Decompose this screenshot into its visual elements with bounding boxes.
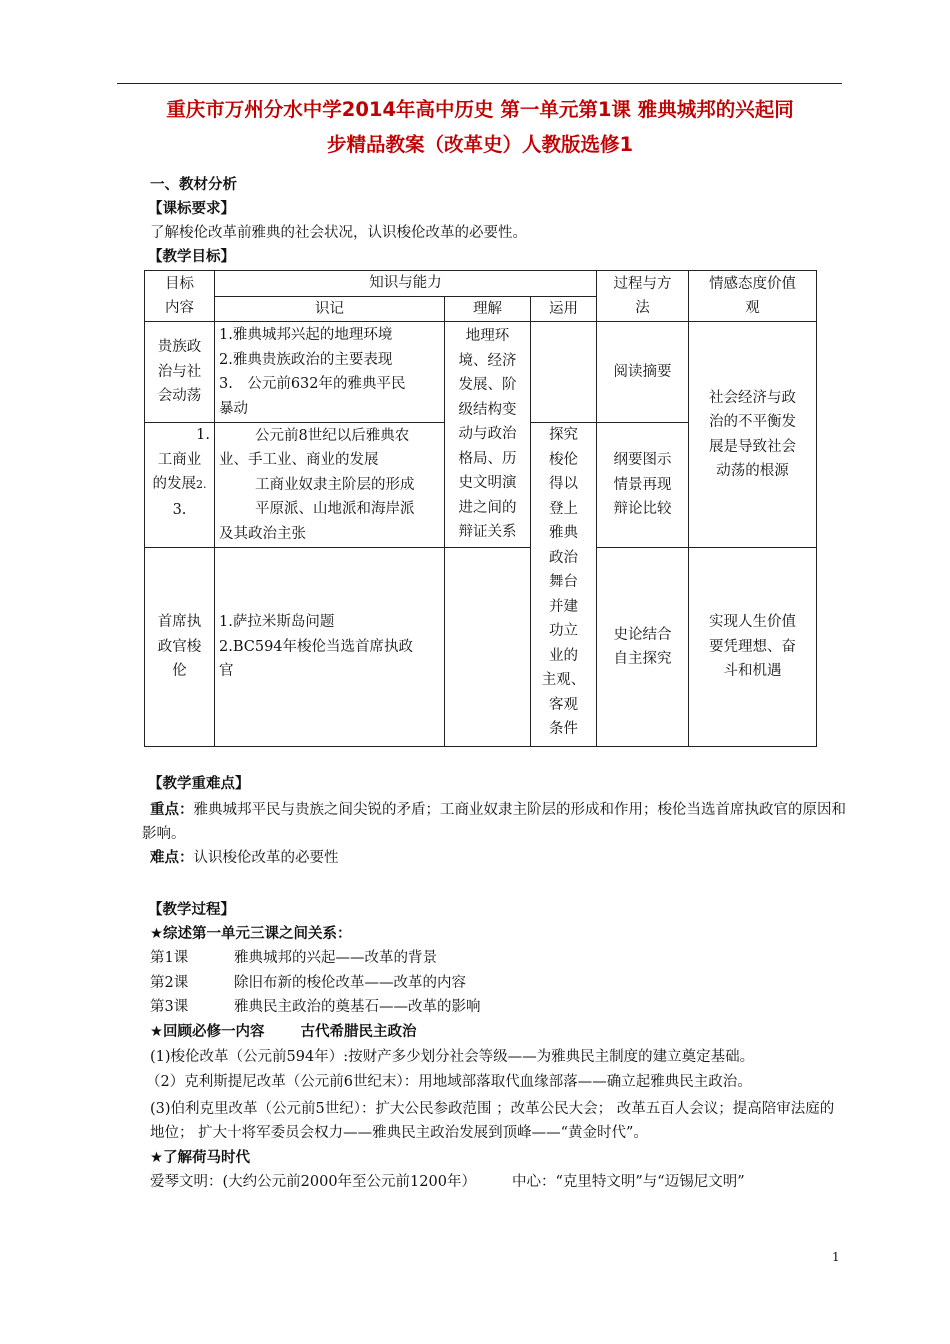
header-target: 目标 内容 [145,271,215,322]
review-item-1: (1)梭伦改革（公元前594年）:按财产多少划分社会等级——为雅典民主制度的建立奠定基础。 [150,1049,755,1065]
table-row [145,322,817,423]
goals-heading: 【教学目标】 [148,249,235,265]
key-points-text: 雅典城邦平民与贵族之间尖锐的矛盾；工商业奴隶主阶层的形成和作用；梭伦当选首席执政官的原因和影响。 [142,802,846,842]
row1-apply [531,322,597,423]
hard-text: 认识梭伦改革的必要性 [193,850,339,866]
curriculum-heading: 【课标要求】 [148,201,235,217]
header-understand: 理解 [445,296,531,322]
hard-label: 难点： [150,850,194,866]
apply-cell: 探究 梭伦 得以 登上 雅典 政治 舞台 并建 功立 业的 主观、 客观 条件 [531,423,597,747]
review-heading: ★回顾必修一内容 古代希腊民主政治 [150,1024,417,1040]
row3-process: 史论结合 自主探究 [597,548,689,747]
row3-recall: 1.萨拉米斯岛问题 2.BC594年梭伦当选首席执政 官 [215,548,445,747]
row1-recall: 1.雅典城邦兴起的地理环境 2.雅典贵族政治的主要表现 3. 公元前632年的雅典平民 暴动 [215,322,445,423]
row1-process: 阅读摘要 [597,322,689,423]
row3-emotion: 实现人生价值 要凭理想、奋 斗和机遇 [689,548,817,747]
header-emotion: 情感态度价值 观 [689,271,817,322]
key-points-paragraph [142,798,847,846]
document-title [110,92,850,162]
homer-heading: ★了解荷马时代 [150,1150,250,1166]
process-heading: 【教学过程】 [148,902,235,918]
lesson-item: 第2课 除旧布新的梭伦改革——改革的内容 [150,975,466,991]
difficulty-heading: 【教学重难点】 [148,776,250,792]
table-row [145,548,817,747]
review-item-3: (3)伯利克里改革（公元前5世纪）：扩大公民参政范围 ；改革公民大会； 改革五百人会议；提高陪审法庭的地位； 扩大十将军委员会权力——雅典民主政治发展到顶峰——“黄金时代”。 [150,1101,835,1141]
row3-content: 首席执 政官梭 伦 [145,548,215,747]
lesson-item: 第3课 雅典民主政治的奠基石——改革的影响 [150,999,481,1015]
difficult-points [150,848,339,868]
row2-process: 纲要图示 情景再现 辩论比较 [597,423,689,548]
understand-cell: 地理环 境、经济 发展、阶 级结构变 动与政治 格局、历 史文明演 进之间的 辩证关系 [445,322,531,548]
curriculum-text: 了解梭伦改革前雅典的社会状况，认识梭伦改革的必要性。 [150,225,527,241]
header-knowledge: 知识与能力 [215,271,597,297]
header-rule [117,83,842,84]
emotion-cell: 社会经济与政 治的不平衡发 展是导致社会 动荡的根源 [689,322,817,548]
title-line-1: 重庆市万州分水中学2014年高中历史 第一单元第1课 雅典城邦的兴起同 [166,98,794,121]
row2-content: 1. 工商业 的发展2. 3. [145,423,215,548]
table-header-row [145,271,817,297]
header-apply: 运用 [531,296,597,322]
overview-heading: ★综述第一单元三课之间关系： [150,926,352,942]
row1-content: 贵族政 治与社 会动荡 [145,322,215,423]
header-recall: 识记 [215,296,445,322]
key-points-label: 重点： [150,802,194,818]
section-heading-analysis: 一、教材分析 [150,177,237,193]
row3-understand [445,548,531,747]
aegean-line: 爱琴文明：(大约公元前2000年至公元前1200年） 中心：“克里特文明”与“迈锡尼文明” [150,1174,745,1190]
header-process: 过程与方 法 [597,271,689,322]
page-number: 1 [832,1250,840,1264]
teaching-goals-table [144,270,817,747]
title-line-2: 步精品教案（改革史）人教版选修1 [326,133,634,156]
lesson-item: 第1课 雅典城邦的兴起——改革的背景 [150,950,437,966]
row2-recall: 公元前8世纪以后雅典农 业、手工业、商业的发展 工商业奴隶主阶层的形成 平原派、山地派和海岸派 及其政治主张 [215,423,445,548]
review-item-2: （2）克利斯提尼改革（公元前6世纪末）：用地域部落取代血缘部落——确立起雅典民主政治。 [146,1074,752,1090]
